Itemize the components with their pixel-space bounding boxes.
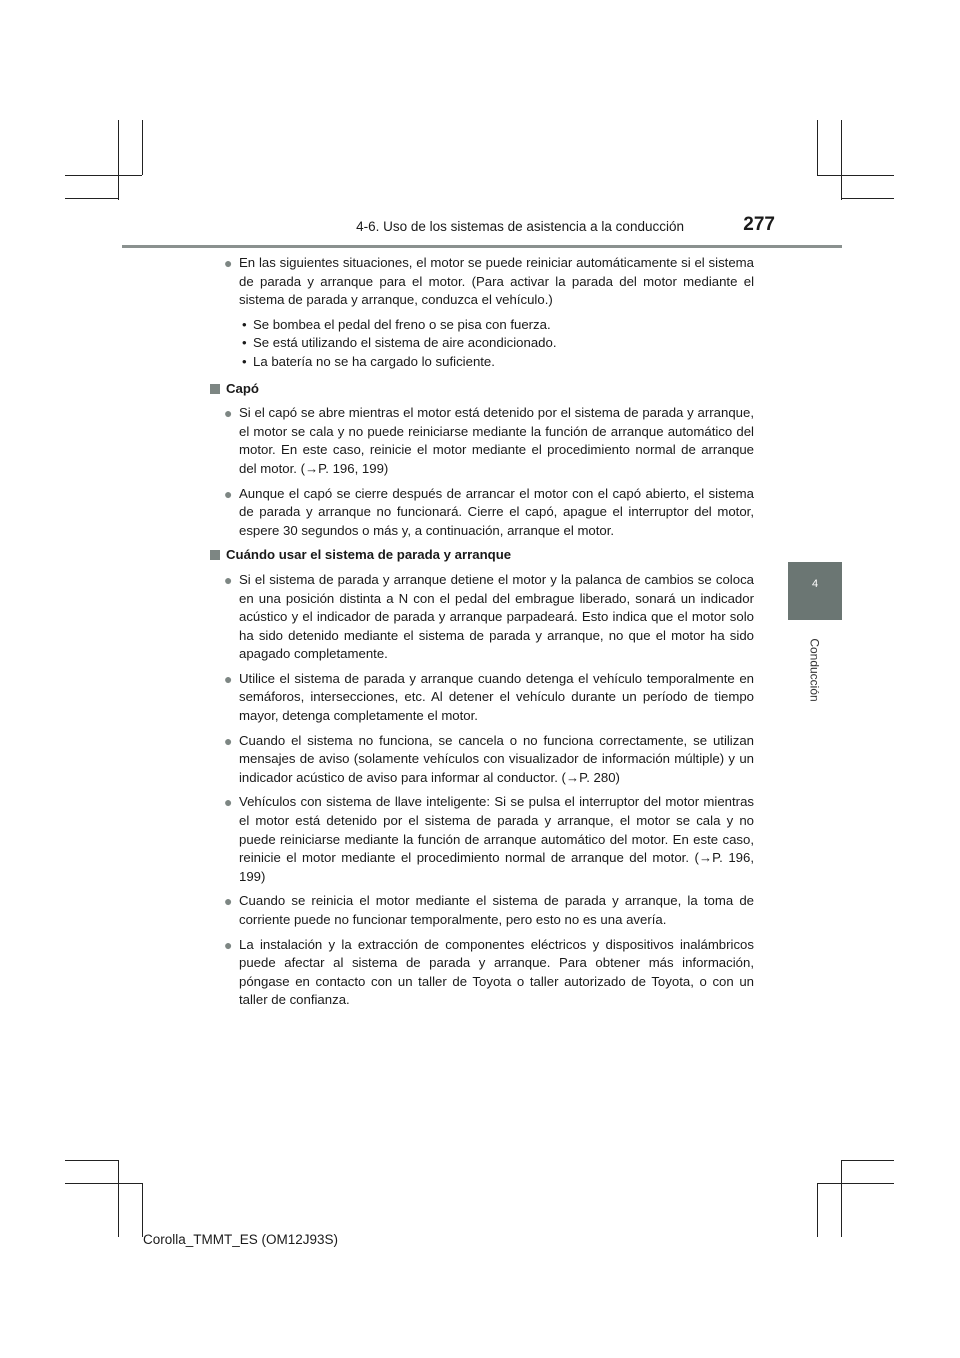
chapter-label (800, 620, 830, 720)
crop-mark (65, 1160, 119, 1161)
crop-mark (841, 1160, 842, 1237)
bullet-icon: ● (224, 732, 233, 749)
section-heading-uso (209, 546, 754, 565)
sub-list-item (209, 316, 754, 335)
bullet-paragraph (209, 936, 754, 1010)
manual-id: Corolla_TMMT_ES (OM12J93S) (143, 1232, 339, 1247)
page-body (209, 254, 754, 1016)
crop-mark (841, 1160, 894, 1161)
sub-bullet-icon: • (242, 335, 247, 351)
bullet-icon: ● (224, 255, 233, 271)
paragraph-text: La instalación y la extracción de componentes eléctricos y dispositivos inalámbricos puede afectar al sistema de parada y arranque. Para obtener más información, póngase en contacto con un taller de Toyota o taller autorizado de Toyota, o con un taller de confianza. (239, 936, 754, 1008)
paragraph-text: Vehículos con sistema de llave inteligente: Si se pulsa el interruptor del motor mientras el motor está detenido por el sistema de parada y arranque, el motor se cala y no puede reiniciarse mediante la función de arranque automático del motor. En este caso, reinicie el motor mediante el procedimiento normal de arranque del motor. (→P. 196, 199) (239, 794, 754, 884)
bullet-icon: ● (224, 893, 233, 910)
paragraph-text: Si el capó se abre mientras el motor está detenido por el sistema de parada y arranque, el motor se cala y no puede reiniciarse mediante la función de arranque automático del motor. En este caso, reinicie el motor mediante el procedimiento normal de arranque del motor. (→P. 196, 199) (239, 405, 754, 476)
crop-mark (142, 1183, 143, 1237)
crop-mark (65, 175, 142, 176)
crop-mark (817, 120, 818, 175)
chapter-tab (788, 562, 842, 620)
bullet-icon: ● (224, 936, 233, 953)
bullet-icon: ● (224, 670, 233, 687)
sub-bullet-icon: • (242, 353, 247, 369)
crop-mark (841, 198, 894, 199)
crop-mark (817, 175, 894, 176)
crop-mark (142, 120, 143, 175)
bullet-icon: ● (224, 571, 233, 588)
bullet-icon: ● (224, 485, 233, 502)
sub-list-item (209, 353, 754, 372)
section-heading-capo (209, 380, 754, 399)
section-heading-text: Capó (226, 380, 259, 396)
crop-mark (118, 1160, 119, 1237)
bullet-paragraph (209, 670, 754, 726)
paragraph-text: En las siguientes situaciones, el motor se puede reiniciar automáticamente si el sistema de parada y arranque para el motor. (Para activar la parada del motor mediante el sistema de parada y arranque, conduzca el vehículo.) (239, 255, 754, 308)
section-title: 4-6. Uso de los sistemas de asistencia a la conducción (356, 219, 684, 234)
bullet-paragraph (209, 732, 754, 788)
bullet-icon: ● (224, 405, 233, 422)
crop-mark (118, 120, 119, 200)
paragraph-text: Aunque el capó se cierre después de arrancar el motor con el capó abierto, el sistema de parada y arranque no funcionará. Cierre el capó, apague el interruptor del motor, espere 30 segundos o más y, a continuación, arranque el motor. (239, 485, 754, 538)
bullet-paragraph (209, 793, 754, 886)
section-heading-text: Cuándo usar el sistema de parada y arranque (226, 547, 512, 563)
crop-mark (841, 120, 842, 200)
paragraph-text: Cuando el sistema no funciona, se cancela o no funciona correctamente, se utilizan mensajes de aviso (solamente vehículos con visualizador de información múltiple) y un indicador acústico de aviso para informar al conductor. (→P. 280) (239, 732, 754, 785)
sub-list (209, 316, 754, 372)
section-marker-icon (210, 384, 220, 394)
sub-item-text: Se está utilizando el sistema de aire acondicionado. (253, 335, 557, 351)
chapter-number: 4 (811, 578, 819, 590)
page-number: 277 (743, 214, 775, 235)
crop-mark (817, 1183, 894, 1184)
chapter-label-text: Conducción (808, 638, 822, 702)
paragraph-text: Cuando se reinicia el motor mediante el sistema de parada y arranque, la toma de corriente puede no funcionar temporalmente, pero esto no es una avería. (239, 893, 754, 927)
sub-item-text: Se bombea el pedal del freno o se pisa con fuerza. (253, 316, 551, 332)
header-divider (122, 245, 842, 248)
sub-item-text: La batería no se ha cargado lo suficiente. (253, 353, 495, 369)
section-marker-icon (210, 550, 220, 560)
sub-list-item (209, 334, 754, 353)
bullet-paragraph (209, 254, 754, 310)
crop-mark (65, 1183, 142, 1184)
bullet-paragraph (209, 892, 754, 929)
crop-mark (65, 198, 119, 199)
crop-mark (817, 1183, 818, 1237)
bullet-icon: ● (224, 794, 233, 811)
bullet-paragraph (209, 485, 754, 541)
sub-bullet-icon: • (242, 316, 247, 332)
bullet-paragraph (209, 571, 754, 664)
paragraph-text: Utilice el sistema de parada y arranque cuando detenga el vehículo temporalmente en semáforos, intersecciones, etc. Al detener el vehículo durante un período de tiempo mayor, detenga completamente el motor. (239, 670, 754, 724)
bullet-paragraph (209, 404, 754, 478)
paragraph-text: Si el sistema de parada y arranque detiene el motor y la palanca de cambios se coloca en una posición distinta a N con el pedal del embrague liberado, sonará un indicador acústico y el indicador de parada y arranque parpadeará. Esto indica que el motor solo ha sido detenido mediante el sistema de parada y arranque, no que el motor ha sido apagado completamente. (239, 571, 754, 662)
